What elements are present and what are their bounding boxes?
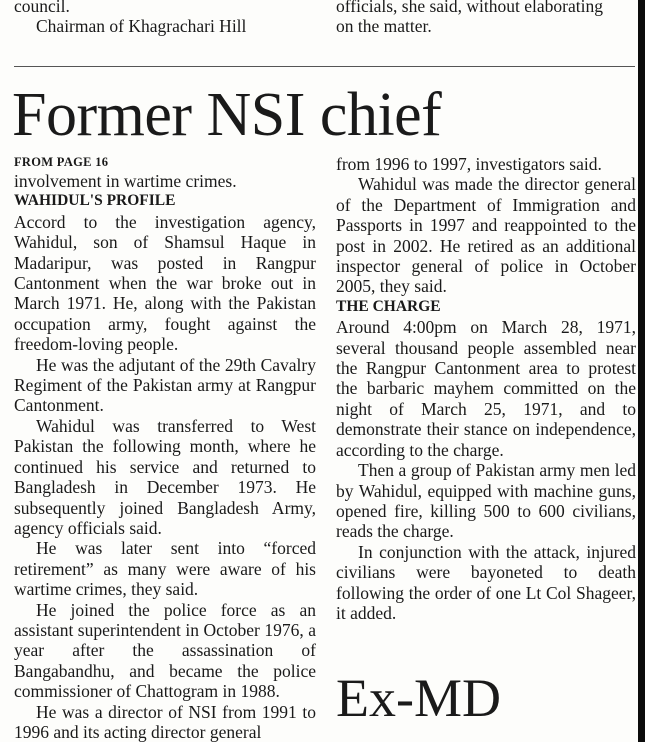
paragraph: He was later sent into “forced retirement” as many were aware of his wartime crimes, they said. — [14, 538, 316, 600]
paragraph: Then a group of Pakistan army men led by Wahidul, equipped with machine guns, opened fire, killing 500 to 600 civilians, reads the charge. — [336, 460, 636, 542]
article-left-column — [14, 154, 316, 742]
subhead-charge: THE CHARGE — [336, 297, 441, 315]
paragraph: from 1996 to 1997, investigators said. — [336, 154, 602, 174]
paragraph: Wahidul was made the director general of the Department of Immigration and Passports in 1997 and reappointed to the post in 2002. He retired as an additional inspector general of police in October 2005, they said. — [336, 174, 636, 297]
paragraph: Wahidul was transferred to West Pakistan the following month, where he continued his service and returned to Bangladesh in December 1973. He subsequently joined Bangladesh Army, agency officials said. — [14, 415, 316, 538]
previous-story-text: on the matter. — [336, 16, 432, 37]
paragraph: In conjunction with the attack, injured civilians were bayoneted to death following the order of one Lt Col Shageer, it added. — [336, 541, 636, 623]
previous-story-text: officials, she said, without elaborating — [336, 0, 603, 16]
previous-story-text: council. — [14, 0, 70, 16]
jump-line: FROM PAGE 16 — [14, 155, 109, 169]
paragraph: He was the adjutant of the 29th Cavalry Regiment of the Pakistan army at Rangpur Cantonment. — [14, 354, 316, 416]
article-right-column — [336, 154, 636, 623]
scan-edge-border — [638, 0, 645, 742]
story-headline: Former NSI chief — [12, 81, 442, 149]
paragraph: He was a director of NSI from 1991 to 1996 and its acting director general — [14, 701, 316, 742]
paragraph: Around 4:00pm on March 28, 1971, several thousand people assembled near the Rangpur Cantonment area to protest the barbaric mayhem committed on the night of March 25, 1971, and to demonstrate their stance on independence, according to the charge. — [336, 317, 636, 460]
previous-story-text: Chairman of Khagrachari Hill — [36, 16, 247, 37]
next-story-headline: Ex-MD — [336, 668, 501, 728]
subhead-profile: WAHIDUL'S PROFILE — [14, 192, 176, 210]
paragraph: He joined the police force as an assistant superintendent in October 1976, a year after the assassination of Bangabandhu, and became the police commissioner of Chattogram in 1988. — [14, 599, 316, 702]
previous-story-right-column — [336, 0, 636, 37]
paragraph: Accord to the investigation agency, Wahidul, son of Shamsul Haque in Madaripur, was posted in Rangpur Cantonment when the war broke out in March 1971. He, along with the Pakistan occupation army, fought against the freedom-loving people. — [14, 211, 316, 355]
paragraph: involvement in wartime crimes. — [14, 171, 237, 191]
section-divider — [14, 66, 635, 67]
previous-story-left-column — [14, 0, 316, 37]
